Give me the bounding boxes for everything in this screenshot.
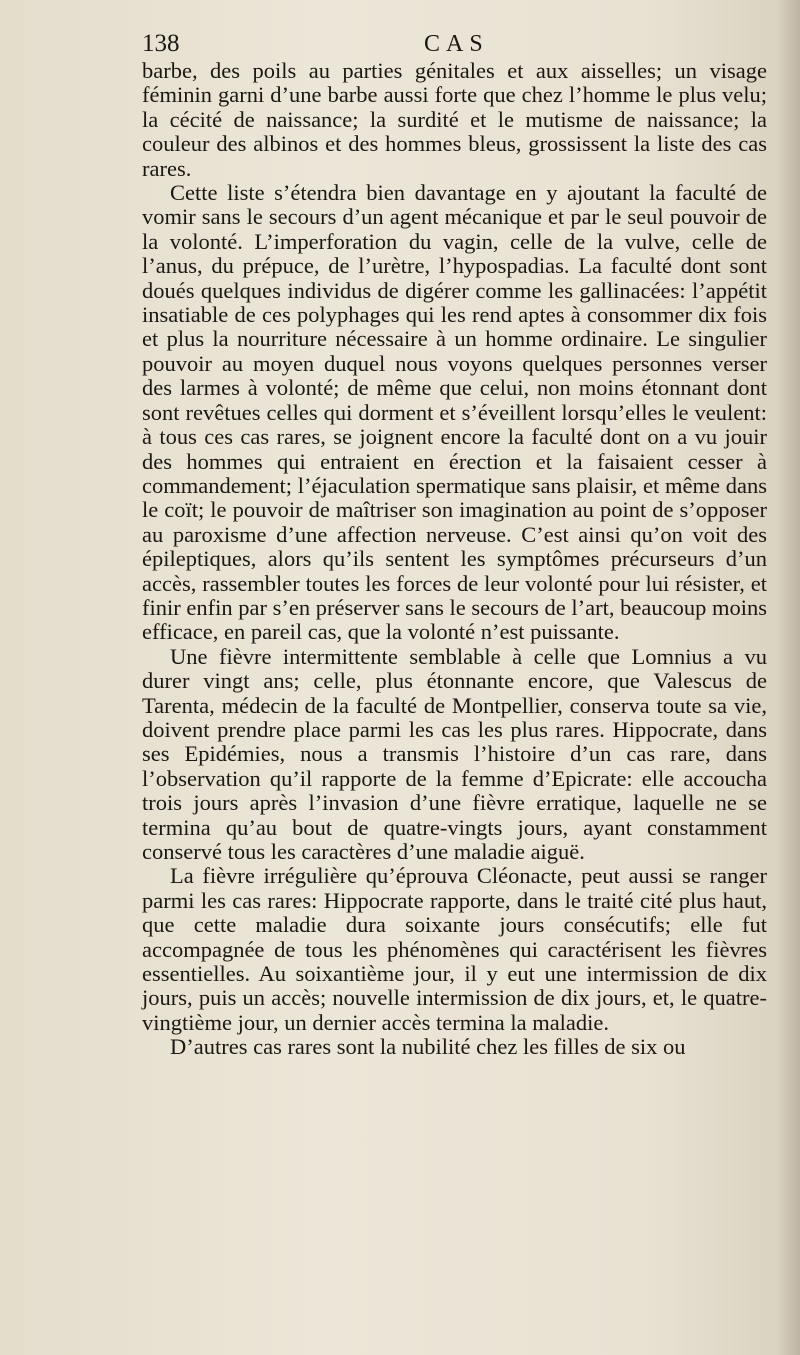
page-number: 138 xyxy=(142,30,180,57)
paragraph: Cette liste s’étendra bien davantage en y ajoutant la faculté de vomir sans le secours d’un agent mécanique et par le seul pouvoir de la volonté. L’imperforation du vagin, celle de la vulve, celle de l’anus, du prépuce, de l’urètre, l’hypospadias. La faculté dont sont doués quelques individus de digérer comme les gallinacées: l’appétit insatiable de ces polyphages qui les rend aptes à consommer dix fois et plus la nourriture nécessaire à un homme ordinaire. Le singulier pouvoir au moyen duquel nous voyons quelques personnes verser des larmes à volonté; de même que celui, non moins étonnant dont sont revêtues celles qui dorment et s’éveillent lorsqu’elles le veulent: à tous ces cas rares, se joignent encore la faculté dont on a vu jouir des hommes qui entraient en érection et la faisaient cesser à commandement; l’éjaculation spermatique sans plaisir, et même dans le coït; le pouvoir de maîtriser son imagination au point de s’opposer au paroxisme d’une affection nerveuse. C’est ainsi qu’on voit des épileptiques, alors qu’ils sentent les symptômes précurseurs d’un accès, rassembler toutes les forces de leur volonté pour lui résister, et finir enfin par s’en préserver sans le secours de l’art, beaucoup moins efficace, en pareil cas, que la volonté n’est puissante. xyxy=(142,180,767,645)
paragraph-continued: barbe, des poils au parties génitales et aux aisselles; un visage féminin garni d’une barbe aussi forte que chez l’homme le plus velu; la cécité de naissance; la surdité et le mutisme de naissance; la couleur des albinos et des hommes bleus, grossissent la liste des cas rares. xyxy=(142,58,767,181)
paragraph: La fièvre irrégulière qu’éprouva Cléonacte, peut aussi se ranger parmi les cas rares: Hippocrate rapporte, dans le traité cité plus haut, que cette maladie dura soixante jours consécutifs; elle fut accompagnée de tous les phénomènes qui caractérisent les fièvres essentielles. Au soixantième jour, il y eut une intermission de dix jours, puis un accès; nouvelle intermission de dix jours, et, le quatre-vingtième jour, un dernier accès termina la maladie. xyxy=(142,863,767,1035)
running-head xyxy=(142,28,767,60)
paragraph: D’autres cas rares sont la nubilité chez les filles de six ou xyxy=(170,1034,686,1060)
body-text xyxy=(142,59,767,1060)
paragraph: Une fièvre intermittente semblable à celle que Lomnius a vu durer vingt ans; celle, plus étonnante encore, que Valescus de Tarenta, médecin de la faculté de Montpellier, conserva toute sa vie, doivent prendre place parmi les cas les plus rares. Hippocrate, dans ses Epidémies, nous a transmis l’histoire d’un cas rare, dans l’observation qu’il rapporte de la femme d’Epicrate: elle accoucha trois jours après l’invasion d’une fièvre erratique, laquelle ne se termina qu’au bout de quatre-vingts jours, ayant constamment conservé tous les caractères d’une maladie aiguë. xyxy=(142,643,767,864)
running-title: CAS xyxy=(424,31,489,57)
